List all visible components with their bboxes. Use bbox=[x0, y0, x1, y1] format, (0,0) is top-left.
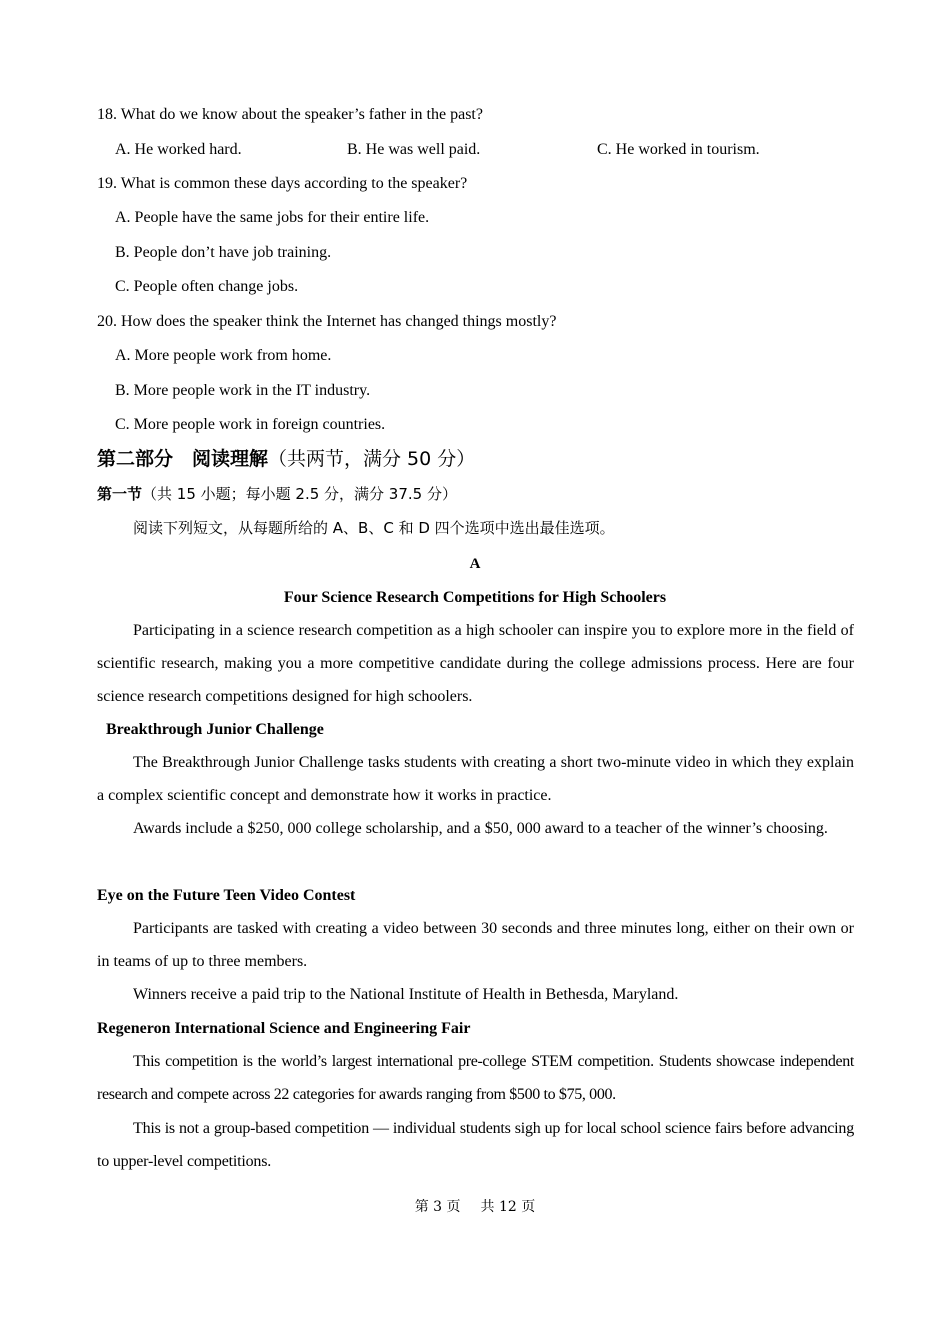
heading-regeneron: Regeneron International Science and Engineering Fair bbox=[97, 1020, 471, 1037]
eye-paragraph-2: Winners receive a paid trip to the National Institute of Health in Bethesda, Maryland. bbox=[133, 986, 679, 1003]
q19-option-c: C. People often change jobs. bbox=[115, 278, 299, 295]
part2-heading bbox=[97, 449, 475, 469]
q20-option-a: A. More people work from home. bbox=[115, 347, 332, 364]
instruction: 阅读下列短文，从每题所给的 A、B、C 和 D 四个选项中选出最佳选项。 bbox=[133, 519, 615, 537]
page-number: 第 3 页 bbox=[414, 1199, 461, 1215]
q18-option-b: B. He was well paid. bbox=[347, 141, 481, 158]
intro-paragraph: Participating in a science research competition as a high schooler can inspire you to explore more in the field of scientific research, making you a more competitive candidate during the college admissions process. Here are four science research competitions designed for high schoolers. bbox=[97, 622, 854, 705]
question-19: 19. What is common these days according to the speaker? bbox=[97, 175, 468, 192]
q20-option-b: B. More people work in the IT industry. bbox=[115, 382, 371, 399]
section1-score: （共 15 小题；每小题 2.5 分，满分 37.5 分） bbox=[142, 485, 457, 503]
eye-paragraph-1: Participants are tasked with creating a video between 30 seconds and three minutes long, either on their own or in teams of up to three members. bbox=[97, 920, 854, 970]
q18-option-c: C. He worked in tourism. bbox=[597, 141, 760, 158]
part2-title: 第二部分 阅读理解 bbox=[97, 448, 269, 470]
section1-heading bbox=[97, 484, 457, 504]
breakthrough-paragraph-2: Awards include a $250, 000 college scholarship, and a $50, 000 award to a teacher of the winner’s choosing. bbox=[133, 820, 828, 837]
passage-title: Four Science Research Competitions for High Schoolers bbox=[283, 589, 667, 606]
q18-option-a: A. He worked hard. bbox=[115, 141, 242, 158]
q19-option-b: B. People don’t have job training. bbox=[115, 244, 332, 261]
question-18: 18. What do we know about the speaker’s father in the past? bbox=[97, 106, 483, 123]
heading-eye-on-future: Eye on the Future Teen Video Contest bbox=[97, 887, 356, 904]
heading-breakthrough: Breakthrough Junior Challenge bbox=[106, 721, 324, 738]
q19-option-a: A. People have the same jobs for their entire life. bbox=[115, 209, 430, 226]
page-total: 共 12 页 bbox=[480, 1199, 536, 1215]
section1-title: 第一节 bbox=[97, 485, 143, 503]
regeneron-paragraph-2: This is not a group-based competition — individual students sigh up for local school science fairs before advancing to upper-level competitions. bbox=[97, 1120, 854, 1170]
passage-letter: A bbox=[469, 556, 481, 572]
breakthrough-paragraph-1: The Breakthrough Junior Challenge tasks students with creating a short two-minute video in which they explain a complex scientific concept and demonstrate how it works in practice. bbox=[97, 754, 854, 804]
part2-score: （共两节，满分 50 分） bbox=[268, 448, 476, 470]
question-20: 20. How does the speaker think the Internet has changed things mostly? bbox=[97, 313, 557, 330]
page-footer bbox=[0, 1196, 950, 1216]
regeneron-paragraph-1: This competition is the world’s largest international pre-college STEM competition. Students showcase independent research and compete across 22 categories for awards ranging from $500 to $75, 000. bbox=[97, 1053, 854, 1103]
q20-option-c: C. More people work in foreign countries. bbox=[115, 416, 386, 433]
